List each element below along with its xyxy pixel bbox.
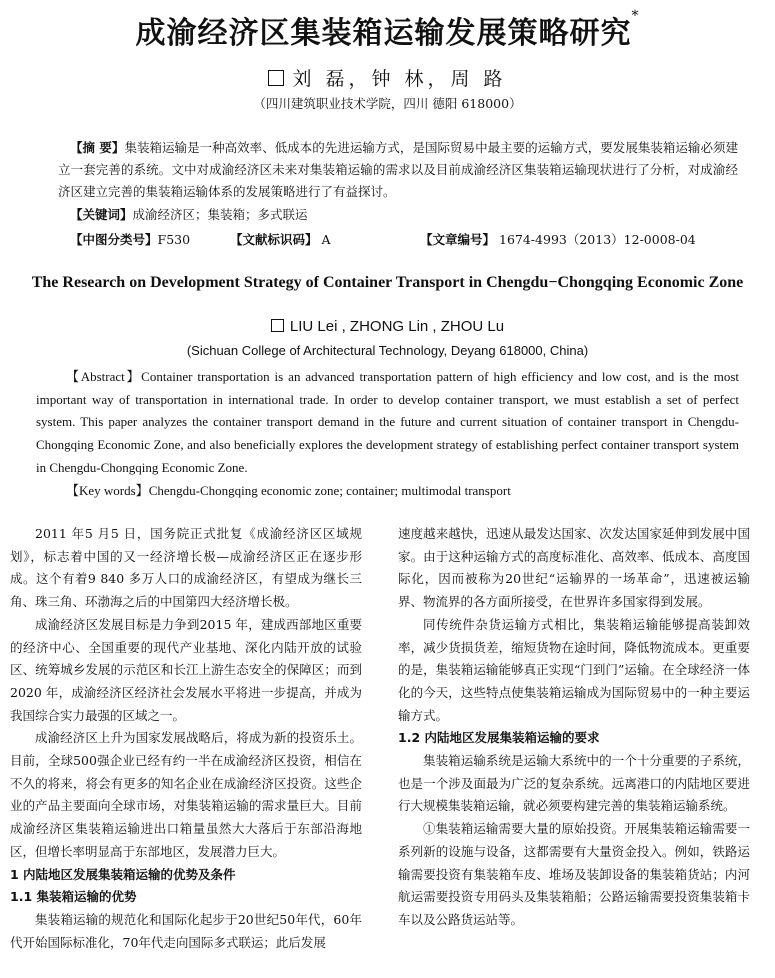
title-footnote-mark: * <box>631 8 640 24</box>
abstract-cn-text: 集装箱运输是一种高效率、低成本的先进运输方式，是国际贸易中最主要的运输方式，要发展集装箱运输必须建立一套完善的系统。文中对成渝经济区未来对集装箱运输的需求以及目前成渝经济区集装箱运输现状进行了分析，对成渝经济区建立完善的集装箱运输体系的发展策略进行了有益探讨。 <box>58 140 738 199</box>
abstract-en <box>36 366 739 480</box>
section-heading: 1 内陆地区发展集装箱运输的优势及条件 <box>10 866 236 882</box>
author-box-icon <box>268 70 284 86</box>
abstract-en-label: 【Abstract】 <box>66 369 142 384</box>
authors-en: LIU Lei , ZHONG Lin , ZHOU Lu <box>0 318 775 335</box>
article-no-field: 【文章编号】 1674-4993（2013）12-0008-04 <box>420 232 696 247</box>
abstract-cn-label: 【摘 要】 <box>70 140 125 155</box>
paragraph: 成渝经济区上升为国家发展战略后，将成为新的投资乐土。目前，全球500强企业已经有约一半在成渝经济区投资，相信在不久的将来，将会有更多的知名企业在成渝经济区投资。这些企业的产品主要面向全球市场，对集装箱运输的需求量巨大。目前成渝经济区集装箱运输进出口箱量虽然大大落后于东部沿海地区，但增长率明显高于东部地区，发展潜力巨大。 <box>10 730 362 859</box>
paragraph: 集装箱运输的规范化和国际化起步于20世纪50年代，60年代开始国际标准化，70年代走向国际多式联运；此后发展 <box>10 911 362 950</box>
authors-cn: 刘 磊，钟 林，周 路 <box>0 64 775 91</box>
author-box-en-icon <box>271 319 284 332</box>
affiliation-cn: （四川建筑职业技术学院，四川 德阳 618000） <box>253 96 522 111</box>
abstract-cn <box>58 137 738 203</box>
body-left-column <box>10 523 362 954</box>
clc-field: 【中图分类号】F530 <box>70 232 191 247</box>
subsection-heading: 1.2 内陆地区发展集装箱运输的要求 <box>398 730 600 746</box>
keywords-cn <box>70 205 308 223</box>
body-right-column <box>398 523 750 932</box>
paper-title: 成渝经济区集装箱运输发展策略研究* <box>135 8 640 51</box>
keywords-en-text: Chengdu-Chongqing economic zone; container; multimodal transport <box>148 483 511 498</box>
subsection-heading: 1.1 集装箱运输的优势 <box>10 889 137 905</box>
keywords-en <box>66 480 511 499</box>
keywords-en-label: 【Key words】 <box>66 483 149 498</box>
paragraph: 集装箱运输系统是运输大系统中的一个十分重要的子系统，也是一个涉及面最为广泛的复杂系统。远离港口的内陆地区要进行大规模集装箱运输，就必须要构建完善的集装箱运输系统。 <box>398 753 750 814</box>
paragraph: 同传统件杂货运输方式相比，集装箱运输能够提高装卸效率，减少货损货差，缩短货物在途时间，降低物流成本。更重要的是，集装箱运输能够真正实现“门到门”运输。在全球经济一体化的今天，这些特点使集装箱运输成为国际贸易中的一种主要运输方式。 <box>398 616 750 723</box>
keywords-cn-label: 【关键词】 <box>70 207 133 222</box>
doc-code-field: 【文献标识码】 A <box>230 232 331 247</box>
paragraph: ①集装箱运输需要大量的原始投资。开展集装箱运输需要一系列新的设施与设备，这都需要有大量资金投入。例如，铁路运输需要投资有集装箱车皮、堆场及装卸设备的集装箱货站；内河航运需要投资专用码头及集装箱船；公路运输需要投资集装箱卡车以及公路货运站等。 <box>398 821 750 927</box>
paragraph: 成渝经济区发展目标是力争到2015 年，建成西部地区重要的经济中心、全国重要的现代产业基地、深化内陆开放的试验区、统筹城乡发展的示范区和长江上游生态安全的保障区；而到2020 年，成渝经济区经济社会发展水平将进一步提高，并成为我国综合实力最强的区域之一。 <box>10 616 362 723</box>
keywords-cn-text: 成渝经济区；集装箱；多式联运 <box>132 207 308 222</box>
paragraph: 2011 年5 月5 日，国务院正式批复《成渝经济区区域规划》，标志着中国的又一经济增长极—成渝经济区正在逐步形成。这个有着9 840 多万人口的成渝经济区，有望成为继长三角、珠三角、环渤海之后的中国第四大经济增长极。 <box>10 526 362 610</box>
affiliation-en: (Sichuan College of Architectural Technology, Deyang 618000, China) <box>186 343 589 358</box>
paragraph: 速度越来越快，迅速从最发达国家、次发达国家延伸到发展中国家。由于这种运输方式的高度标准化、高效率、低成本、高度国际化，因而被称为20世纪“运输界的一场革命”，迅速被运输界、物流界的各方面所接受，在世界许多国家得到发展。 <box>398 526 750 610</box>
paper-title-en: The Research on Development Strategy of Container Transport in Chengdu−Chongqing Economic Zone <box>31 274 744 291</box>
abstract-en-text: Container transportation is an advanced transportation pattern of high efficiency and low cost, and is the most important way of transportation in international trade. In order to develop container transport, we must establish a set of perfect system. This paper analyzes the container transport demand in the future and current situation of container transport in Chengdu-Chongqing Economic Zone, and also beneficially explores the development strategy of establishing perfect container transport system in Chengdu-Chongqing Economic Zone. <box>36 369 739 475</box>
